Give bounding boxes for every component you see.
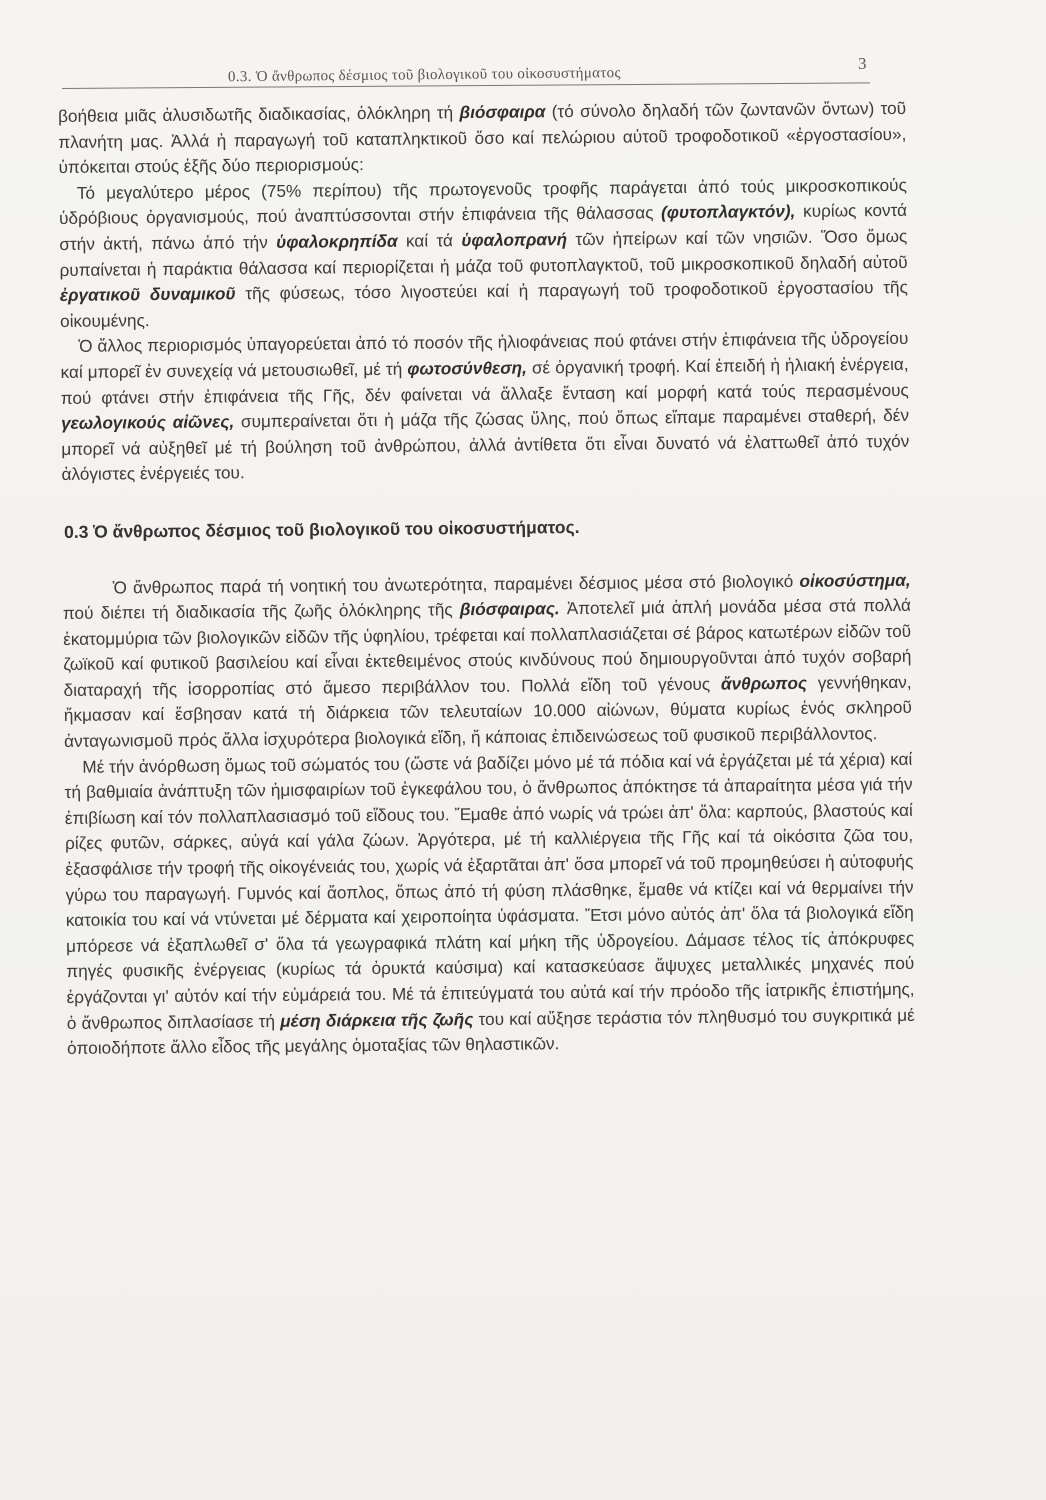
text-run: τῆς φύσεως, τόσο λιγοστεύει καί ἡ παραγωγή τοῦ τροφοδοτικοῦ ἐργοστασίου τῆς οἰκουμένης. — [59, 277, 908, 331]
text-run: τῶν ἠπείρων καί τῶν νησιῶν. Ὅσο ὅμως ρυπαίνεται ἡ παράκτια θάλασσα καί περιορίζεται ἡ μάζα τοῦ φυτοπλαγκτοῦ, τοῦ μικροσκοπικοῦ δηλαδή αὐτοῦ — [59, 225, 908, 280]
text-run: Ἀποτελεῖ μιά ἁπλή μονάδα μέσα στά πολλά ἑκατομμύρια τῶν βιολογικῶν εἰδῶν τῆς ὑφηλίου, τρέφεται καί πολλαπλασιάζεται σέ βάρος κατωτέρων εἰδῶν τοῦ ζωϊκοῦ καί φυτικοῦ βασιλείου καί εἶναι ἐκτεθειμένος στούς κινδύνους πού δημιουργοῦνται ἀπό τυχόν σοβαρή διαταραχή τῆς ἰσορροπίας στό ἄμεσο περιβάλλον του. Πολλά εἴδη τοῦ γένους — [63, 594, 912, 700]
page-body — [58, 96, 915, 1062]
paragraph-phytoplankton — [59, 173, 908, 335]
term-biosphere: βιόσφαιρας. — [459, 598, 560, 620]
term-geological-ages: γεωλογικούς αἰῶνες, — [60, 411, 235, 434]
text-run: σέ ὀργανική τροφή. Καί ἐπειδή ἡ ἡλιακή ἐνέργεια, πού φτάνει στήν ἐπιφάνεια τῆς Γῆς, δέν φαίνεται νά ἄλλαξε ἔνταση καί μορφή κατά τούς περασμένους — [60, 353, 909, 408]
text-run: καί τά — [397, 230, 462, 251]
text-run: βοήθεια μιᾶς ἀλυσιδωτῆς διαδικασίας, ὁλόκληρη τή — [58, 102, 460, 126]
text-run: γεννήθηκαν, ἤκμασαν καί ἔσβησαν κατά τή διάρκεια τῶν τελευταίων 10.000 αἰώνων, θύματα κυρίως ἑνός σκληροῦ ἀνταγωνισμοῦ πρός ἄλλα ἰσχυρότερα βιολογικά εἴδη, ἤ κάποιας ἐπιδεινώσεως τοῦ φυσικοῦ περιβάλλοντος. — [63, 671, 912, 752]
term-phytoplankton: (φυτοπλαγκτόν), — [661, 201, 796, 223]
text-run: του καί αὔξησε τεράστια τόν πληθυσμό του συγκριτικά μέ ὁποιοδήποτε ἄλλο εἶδος τῆς μεγάλης ὁμοταξίας τῶν θηλαστικῶν. — [66, 1004, 915, 1059]
term-continental-shelf: ὑφαλοκρηπίδα — [276, 230, 398, 252]
text-run: πού διέπει τή διαδικασία τῆς ζωῆς ὁλόκληρης τῆς — [62, 599, 460, 624]
paragraph-evolution — [64, 746, 915, 1061]
term-continental-slope: ὑφαλοπρανή — [461, 229, 568, 251]
text-run: συμπεραίνεται ὅτι ἡ μάζα τῆς ζώσας ὕλης, πού ὅπως εἴπαμε παραμένει σταθερή, δέν μπορεῖ νά αὐξηθεῖ μέ τή βούληση τοῦ ἀνθρώπου, ἀλλά ἀντίθετα ὅτι εἶναι δυνατό νά ἐλαττωθεῖ ἀπό τυχόν ἀλόγιστες ἐνέργειές του. — [61, 404, 910, 485]
running-head-title: 0.3. Ὁ ἄνθρωπος δέσμιος τοῦ βιολογικοῦ του οἰκοσυστήματος — [227, 65, 621, 86]
text-run: κυρίως κοντά στήν ἀκτή, πάνω ἀπό τήν — [59, 200, 908, 254]
term-life-expectancy: μέση διάρκεια τῆς ζωῆς — [280, 1008, 474, 1031]
term-photosynthesis: φωτοσύνθεση, — [407, 357, 527, 379]
term-workforce: ἐργατικοῦ δυναμικοῦ — [59, 283, 236, 306]
section-heading: 0.3 Ὁ ἄνθρωπος δέσμιος τοῦ βιολογικοῦ του οἰκοσυστήματος. — [64, 516, 580, 542]
paragraph-continuation — [58, 96, 907, 181]
term-ecosystem: οἰκοσύστημα, — [799, 569, 911, 591]
term-biosphere: βιόσφαιρα — [459, 101, 546, 123]
paragraph-sunlight — [60, 326, 909, 488]
term-homo: ἄνθρωπος — [720, 672, 808, 694]
text-run: Ὁ ἄλλος περιορισμός ὑπαγορεύεται ἀπό τό ποσόν τῆς ἡλιοφάνειας πού φτάνει στήν ἐπιφάνεια τῆς ὑδρογείου καί μπορεῖ ἐν συνεχείᾳ νά μετουσιωθεῖ, μέ τή — [60, 328, 909, 382]
page-number: 3 — [858, 54, 867, 73]
text-run: Τό μεγαλύτερο μέρος (75% περίπου) τῆς πρωτογενοῦς τροφῆς παράγεται ἀπό τούς μικροσκοπικούς ὑδρόβιους ὀργανισμούς, πού ἀναπτύσσονται στήν ἐπιφάνεια τῆς θάλασσας — [59, 174, 907, 229]
section-body — [63, 567, 916, 1061]
text-run: (τό σύνολο δηλαδή τῶν ζωντανῶν ὄντων) τοῦ πλανήτη μας. Ἀλλά ἡ παραγωγή τοῦ καταπληκτικοῦ ὅσο καί πελώριου αὐτοῦ τροφοδοτικοῦ «ἐργοστασίου», ὑπόκειται στούς ἑξῆς δύο περιορισμούς: — [58, 97, 907, 178]
paragraph-ecosystem — [63, 567, 913, 754]
text-run: Μέ τήν ἀνόρθωση ὅμως τοῦ σώματός του (ὥστε νά βαδίζει μόνο μέ τά πόδια καί νά ἐργάζεται μέ τά χέρια) καί τή βαθμιαία ἀνάπτυξη τῶν ἡμισφαιρίων τοῦ ἐγκεφάλου του, ὁ ἄνθρωπος ἀπόκτησε τά ἀπαραίτητα μέσα γιά τήν ἐπιβίωση καί τόν πολλαπλασιασμό τοῦ εἴδους του. Ἔμαθε ἀπό νωρίς νά τρώει ἀπ' ὅλα: καρπούς, βλαστούς καί ρίζες φυτῶν, σάρκες, αὐγά καί γάλα ζώων. Ἀργότερα, μέ τή καλλιέργεια τῆς Γῆς καί τά οἰκόσιτα ζῶα του, ἐξασφάλισε τήν τροφή τῆς οἰκογένειάς του, χωρίς νά ἐξαρτᾶται ἀπ' ὅσα μπορεῖ νά τοῦ προμηθεύσει ἡ αὐτοφυής γύρω του παραγωγή. Γυμνός καί ἄοπλος, ὅπως ἀπό τή φύση πλάσθηκε, ἔμαθε νά κτίζει καί νά θερμαίνει τήν κατοικία του καί νά ντύνεται μέ δέρματα καί χειροποίητα ὑφάσματα. Ἔτσι μόνο αὐτός ἀπ' ὅλα τά βιολογικά εἴδη μπόρεσε νά ἐξαπλωθεῖ σ' ὅλα τά γεωγραφικά πλάτη καί μήκη τῆς ὑδρογείου. Δάμασε τέλος τίς ἀπόκρυφες πηγές φυσικῆς ἐνέργειας (κυρίως τά ὀρυκτά καύσιμα) καί κατασκεύασε ἄψυχες μεταλλικές μηχανές πού ἐργάζονται γι' αὐτόν καί τήν εὐμάρειά του. Μέ τά ἐπιτεύγματά του αὐτά καί τήν πρόοδο τῆς ἰατρικῆς ἐπιστήμης, ὁ ἄνθρωπος διπλασίασε τή — [64, 748, 915, 1033]
text-run: Ὁ ἄνθρωπος παρά τή νοητική του ἀνωτερότητα, παραμένει δέσμιος μέσα στό βιολογικό — [112, 570, 800, 597]
